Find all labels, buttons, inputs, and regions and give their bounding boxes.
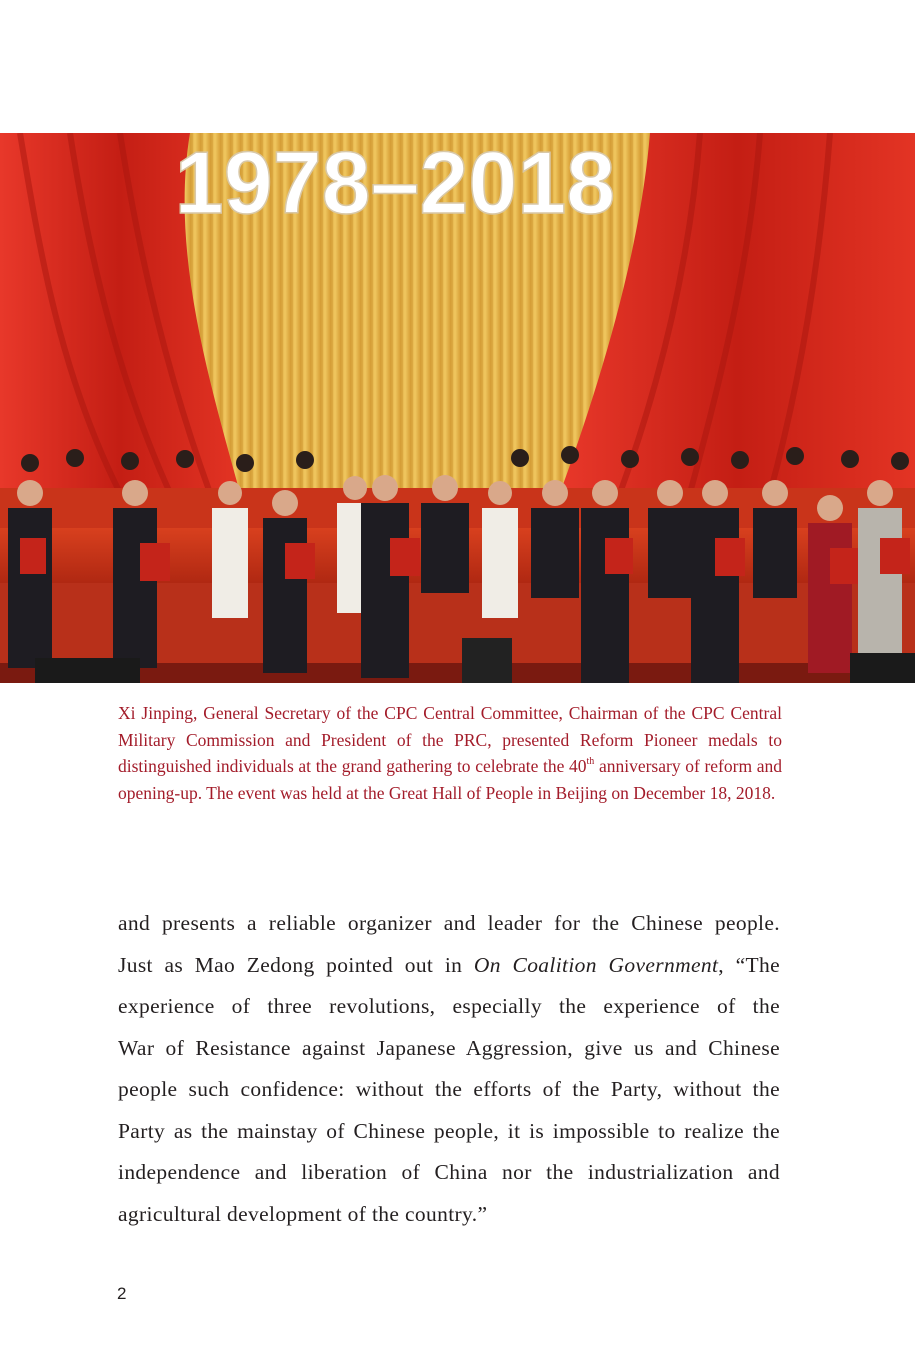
event-photo xyxy=(0,133,915,683)
caption-superscript: th xyxy=(586,756,595,767)
photo-caption xyxy=(118,700,782,806)
line2-text-before: Just as Mao Zedong pointed out in xyxy=(118,952,474,977)
caption-text-part1: Xi Jinping, General Secretary of the CPC Central Committee, Chairman of the CPC Central Military Commission and President of the PRC, presented Reform Pioneer medals to distinguished individuals at the grand gathering to celebrate the 40 xyxy=(118,703,782,776)
body-line-6: Party as the mainstay of Chinese people, it is impossible to realize the xyxy=(118,1118,780,1143)
body-line-7: independence and liberation of China nor the industrialization and xyxy=(118,1160,780,1184)
body-line-5: people such confidence: without the efforts of the Party, without the xyxy=(118,1077,780,1101)
body-line-8: agricultural development of the country.” xyxy=(118,1201,488,1226)
body-line-3: experience of three revolutions, especially the experience of the xyxy=(118,994,780,1018)
caption-text-part2: anniversary of reform and opening-up. The event was held at the Great Hall of People in Beijing on December 18, 2018. xyxy=(118,756,782,803)
book-title: On Coalition Government xyxy=(473,952,719,977)
stage-photo-illustration xyxy=(0,133,915,683)
body-line-4: War of Resistance against Japanese Aggression, give us and Chinese xyxy=(118,1035,780,1060)
body-paragraph xyxy=(118,903,780,1235)
line2-text-after: , “The xyxy=(718,952,780,977)
body-line-1: and presents a reliable organizer and leader for the Chinese people. xyxy=(118,911,780,935)
page-number: 2 xyxy=(117,1284,127,1303)
body-line-2 xyxy=(118,945,780,987)
banner-text: 1978–2018 xyxy=(174,133,616,232)
